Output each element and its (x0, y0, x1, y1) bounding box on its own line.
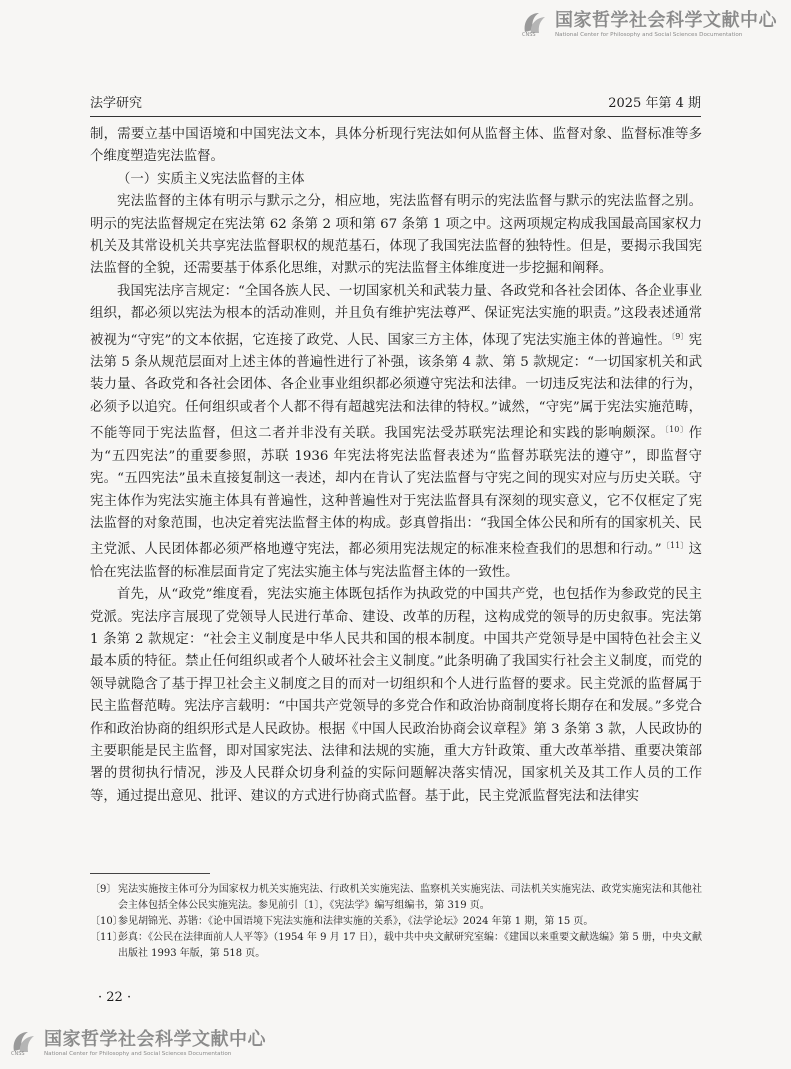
issue-label: 2025 年第 4 期 (608, 96, 701, 111)
paragraph-3: 首先，从“政党”维度看，宪法实施主体既包括作为执政党的中国共产党，也包括作为参政党的民主党派。宪法序言展现了党领导人民进行革命、建设、改革的历程，这构成党的领导的历史叙事。宪法第 1 条第 2 款规定：“社会主义制度是中华人民共和国的根本制度。中国共产党领导是中国特色社会主义最本质的特征。禁止任何组织或者个人破坏社会主义制度。”此条明确了我国实行社会主义制度，而党的领导就隐含了基于捍卫社会主义制度之目的而对一切组织和个人进行监督的要求。民主党派的监督属于民主监督范畴。宪法序言载明：“中国共产党领导的多党合作和政治协商制度将长期存在和发展。”多党合作和政治协商的组织形式是人民政协。根据《中国人民政治协商会议章程》第 3 条第 3 款，人民政协的主要职能是民主监督，即对国家宪法、法律和法规的实施，重大方针政策、重大改革举措、重要决策部署的贯彻执行情况，涉及人民群众切身利益的实际问题解决落实情况，国家机关及其工作人员的工作等，通过提出意见、批评、建议的方式进行协商式监督。基于此，民主党派监督宪法和法律实 (90, 587, 702, 804)
journal-name: 法学研究 (90, 96, 143, 111)
text-run: 这恰在宪法监督的标准层面肯定了宪法实施主体与宪法监督主体的一致性。 (90, 542, 702, 580)
ncpssd-logo-icon (521, 10, 549, 40)
text-run: 我国宪法序言规定：“全国各族人民、一切国家机关和武装力量、各政党和各社会团体、各企业事业组织，都必须以宪法为根本的活动准则，并且负有维护宪法尊严、保证宪法实施的职责。”这段表述通常被视为“守宪”的文本依据，它连接了政党、人民、国家三方主体，体现了宪法实施主体的普遍性。 (90, 283, 702, 348)
brand-name-cn: 国家哲学社会科学文献中心 (44, 1029, 266, 1050)
text-run: 宪法第 5 条从规范层面对上述主体的普遍性进行了补强，该条第 4 款、第 5 款规定：“一切国家机关和武装力量、各政党和各社会团体、各企业事业组织都必须遵守宪法和法律。一切违反宪法和法律的行为，必须予以追究。任何组织或者个人都不得有超越宪法和法律的特权。”诚然，“守宪”属于宪法实施范畴，不能等同于宪法监督，但这二者并非没有关联。我国宪法受苏联宪法理论和实践的影响颇深。 (90, 332, 702, 442)
footnote-ref-11[interactable]: 〔11〕 (661, 541, 689, 551)
paragraph-continuation: 制，需要立基中国语境和中国宪法文本，具体分析现行宪法如何从监督主体、监督对象、监督标准等多个维度塑造宪法监督。 (90, 127, 702, 165)
brand-abbr: CNSS (11, 1051, 25, 1055)
ncpssd-logo-icon (10, 1029, 38, 1059)
page-number: · 22 · (98, 990, 132, 1005)
footnote-text: 宪法实施按主体可分为国家权力机关实施宪法、行政机关实施宪法、监察机关实施宪法、司法机关实施宪法、政党实施宪法和其他社会主体包括全体公民实施宪法。参见前引〔1〕，《宪法学》编写组编书，第 319 页。 (118, 884, 702, 911)
footnote-number: 〔9〕 (90, 884, 117, 895)
paragraph-1: 宪法监督的主体有明示与默示之分，相应地，宪法监督有明示的宪法监督与默示的宪法监督之别。明示的宪法监督规定在宪法第 62 条第 2 项和第 67 条第 1 项之中。这两项规定构成我国最高国家权力机关及其常设机关共享宪法监督职权的规范基石，体现了我国宪法监督的独特性。但是，要揭示我国宪法监督的全貌，还需要基于体系化思维，对默示的宪法监督主体维度进一步挖掘和阐释。 (90, 194, 702, 277)
running-header (90, 92, 701, 117)
ncpssd-logo-bottom (10, 1029, 266, 1059)
brand-abbr: CNSS (522, 32, 536, 36)
section-heading: （一）实质主义宪法监督的主体 (117, 171, 305, 187)
ncpssd-logo-top (521, 10, 777, 40)
footnote-ref-10[interactable]: 〔10〕 (664, 425, 689, 435)
footnote-text: 彭真：《公民在法律面前人人平等》（1954 年 9 月 17 日），载中共中央文献研究室编：《建国以来重要文献选编》第 5 册，中央文献出版社 1993 年版，第 518 页。 (118, 932, 702, 959)
footnote-number: 〔11〕 (90, 932, 123, 943)
footnote-ref-9[interactable]: 〔9〕 (671, 331, 689, 341)
brand-name-cn: 国家哲学社会科学文献中心 (555, 10, 777, 31)
brand-name-en: National Center for Philosophy and Social Sciences Documentation (555, 32, 743, 38)
paragraph-2 (90, 281, 702, 584)
brand-name-en: National Center for Philosophy and Social Sciences Documentation (44, 1051, 232, 1057)
footnote-divider (90, 873, 210, 874)
text-run: 作为“五四宪法”的重要参照，苏联 1936 年宪法将宪法监督表述为“监督苏联宪法的遵守”，即监督守宪。“五四宪法”虽未直接复制这一表述，却内在肯认了宪法监督与守宪之间的现实对应与历史关联。守宪主体作为宪法实施主体具有普遍性，这种普遍性对于宪法监督具有深刻的现实意义，它不仅框定了宪法监督的对象范围，也决定着宪法监督主体的构成。彭真曾指出：“我国全体公民和所有的国家机关、民主党派、人民团体都必须严格地遵守宪法，都必须用宪法规定的标准来检查我们的思想和行动。” (90, 426, 703, 558)
footnotes (90, 882, 702, 962)
footnote-11 (90, 930, 702, 962)
footnote-text: 参见胡锦光、苏锴：《论中国语境下宪法实施和法律实施的关系》，《法学论坛》2024 年第 1 期，第 15 页。 (118, 916, 594, 927)
footnote-9 (90, 882, 702, 914)
footnote-number: 〔10〕 (90, 916, 123, 927)
footnote-10 (90, 914, 702, 930)
article-body (90, 124, 702, 808)
